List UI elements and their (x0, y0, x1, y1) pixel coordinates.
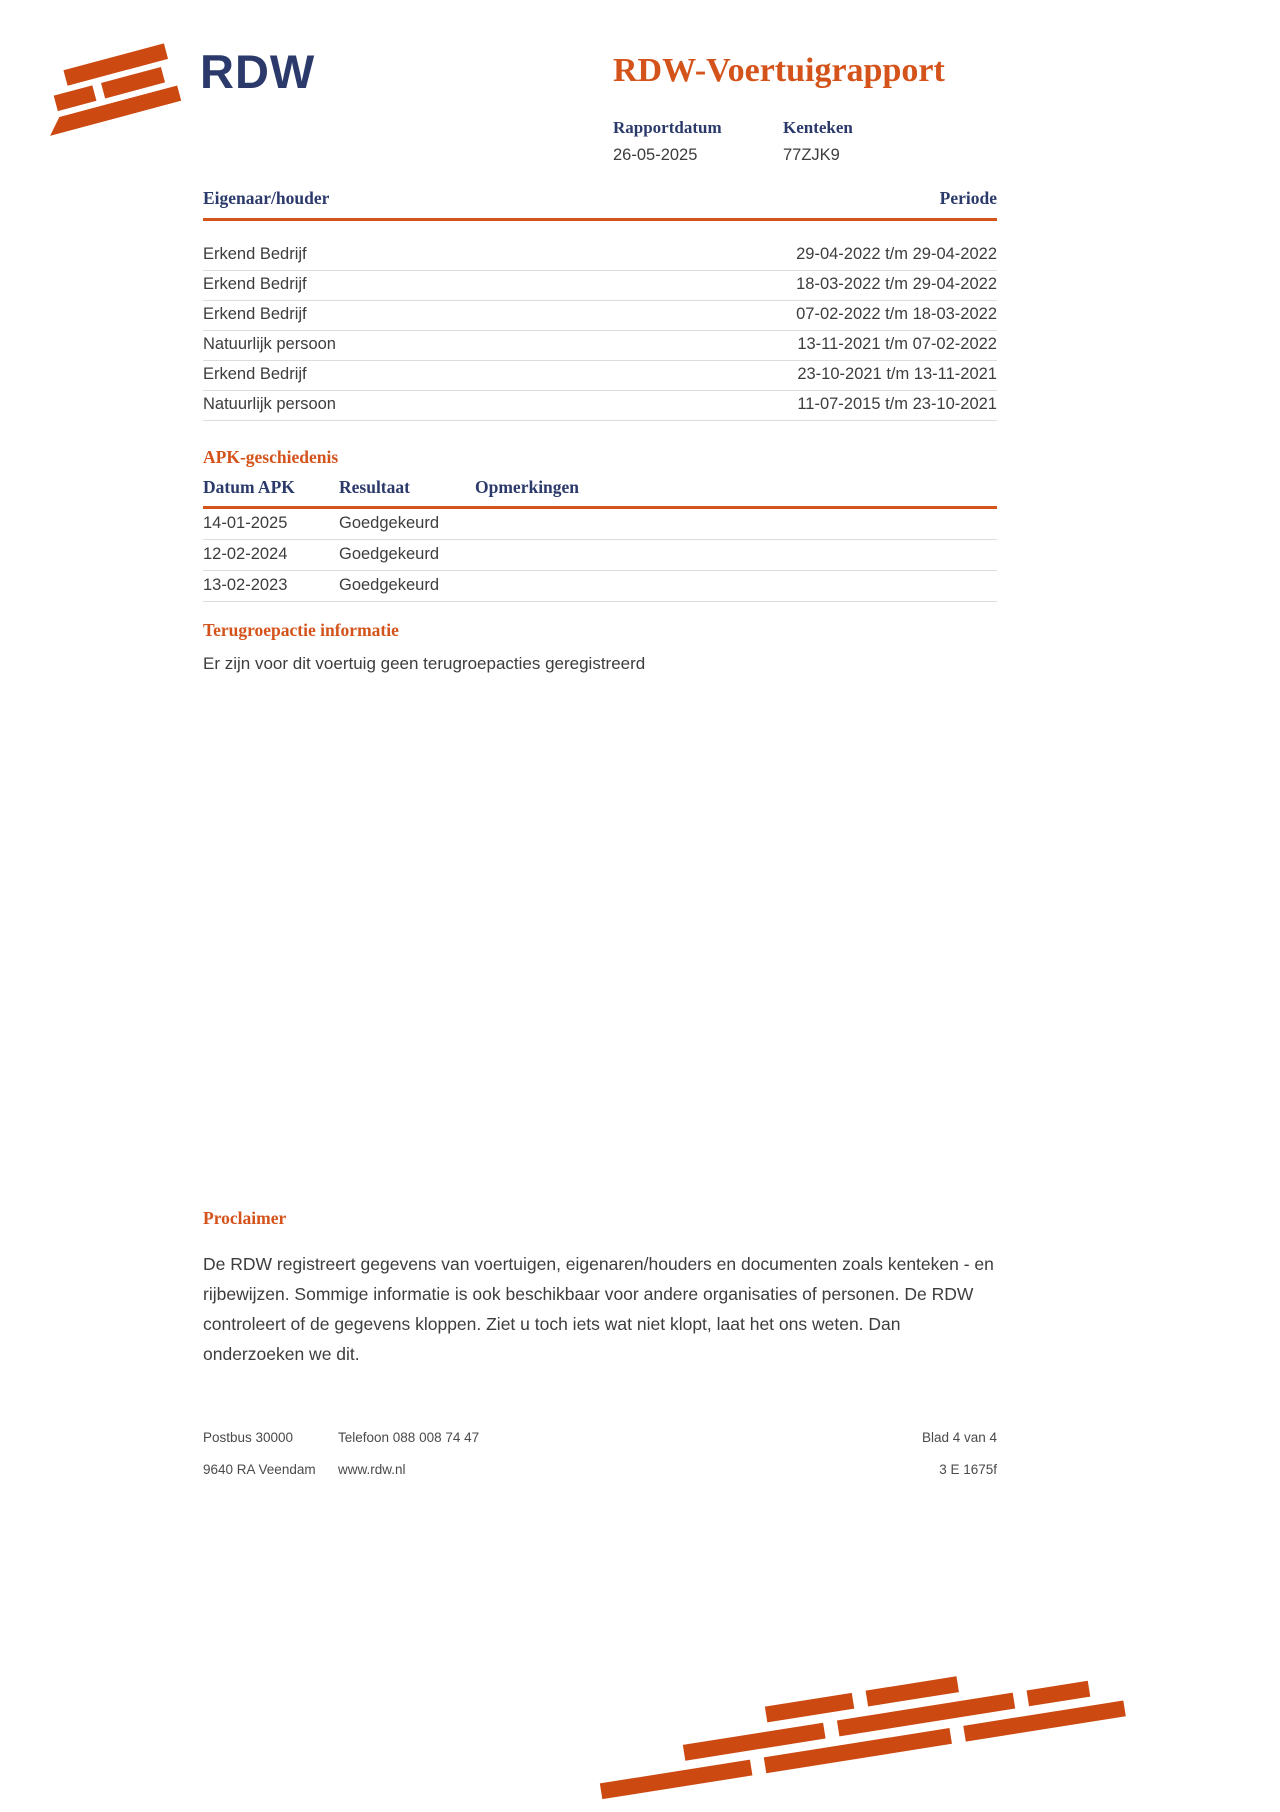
rdw-logo-wordmark: RDW (200, 45, 316, 98)
owner-section (203, 188, 997, 421)
table-row (203, 571, 997, 602)
table-row (203, 301, 997, 331)
footer-stripes (592, 1651, 1126, 1799)
report-date-value: 26-05-2025 (613, 146, 698, 164)
apk-col-opmerkingen: Opmerkingen (475, 477, 580, 497)
rdw-flag-logo-icon (44, 58, 194, 150)
license-plate-block (783, 118, 953, 165)
apk-col-resultaat: Resultaat (339, 477, 410, 497)
period-cell: 07-02-2022 t/m 18-03-2022 (796, 305, 997, 323)
footer-stripes-graphic (592, 1724, 1122, 1812)
period-cell: 13-11-2021 t/m 07-02-2022 (797, 335, 997, 353)
apk-opmerkingen-cell (475, 576, 997, 595)
footer-phone: Telefoon 088 008 74 47 (338, 1430, 480, 1445)
table-row (203, 540, 997, 571)
period-cell: 23-10-2021 t/m 13-11-2021 (797, 365, 997, 383)
period-cell: 29-04-2022 t/m 29-04-2022 (796, 245, 997, 263)
apk-resultaat-cell: Goedgekeurd (339, 514, 439, 532)
table-row (203, 509, 997, 540)
apk-col-datum: Datum APK (203, 477, 295, 497)
report-date-block (613, 118, 783, 165)
owner-cell: Erkend Bedrijf (203, 275, 307, 293)
owner-cell: Erkend Bedrijf (203, 245, 307, 263)
footer-address-line1: Postbus 30000 (203, 1430, 294, 1445)
apk-history-section (203, 447, 997, 602)
period-cell: 11-07-2015 t/m 23-10-2021 (797, 395, 997, 413)
apk-opmerkingen-cell (475, 545, 997, 564)
apk-resultaat-cell: Goedgekeurd (339, 576, 439, 594)
owner-cell: Erkend Bedrijf (203, 305, 307, 323)
apk-datum-cell: 12-02-2024 (203, 545, 288, 563)
apk-table-body (203, 509, 997, 602)
license-plate-value: 77ZJK9 (783, 146, 840, 164)
apk-resultaat-cell: Goedgekeurd (339, 545, 439, 563)
page-title: RDW-Voertuigrapport (613, 52, 945, 89)
footer-doc-code: 3 E 1675f (939, 1462, 997, 1477)
owner-cell: Erkend Bedrijf (203, 365, 307, 383)
recall-section-heading: Terugroepactie informatie (203, 620, 399, 640)
period-heading: Periode (939, 188, 997, 208)
owner-cell: Natuurlijk persoon (203, 395, 336, 413)
page-footer (203, 1430, 997, 1477)
license-plate-label: Kenteken (783, 118, 853, 137)
owner-heading: Eigenaar/houder (203, 188, 330, 208)
proclaimer-text: De RDW registreert gegevens van voertuigen, eigenaren/houders en documenten zoals kenteken - en rijbewijzen. Sommige informatie is ook beschikbaar voor andere organisaties of personen. De RDW controleert of de gegevens kloppen. Ziet u toch iets wat niet klopt, laat het ons weten. Dan onderzoeken we dit. (203, 1254, 994, 1364)
recall-section (203, 620, 997, 674)
apk-table-header (203, 477, 997, 509)
owner-cell: Natuurlijk persoon (203, 335, 336, 353)
table-row (203, 361, 997, 391)
apk-datum-cell: 13-02-2023 (203, 576, 288, 594)
footer-website: www.rdw.nl (338, 1462, 406, 1477)
table-row (203, 391, 997, 421)
report-meta (613, 118, 953, 165)
apk-section-heading: APK-geschiedenis (203, 447, 339, 467)
footer-page-info: Blad 4 van 4 (921, 1430, 997, 1445)
apk-opmerkingen-cell (475, 514, 997, 533)
owner-table-header (203, 188, 997, 221)
table-row (203, 271, 997, 301)
report-date-label: Rapportdatum (613, 118, 722, 137)
footer-address-line2: 9640 RA Veendam (203, 1462, 316, 1477)
period-cell: 18-03-2022 t/m 29-04-2022 (796, 275, 997, 293)
apk-datum-cell: 14-01-2025 (203, 514, 288, 532)
rdw-flag-stripes (34, 43, 181, 136)
recall-section-text: Er zijn voor dit voertuig geen terugroepacties geregistreerd (203, 654, 646, 673)
table-row (203, 331, 997, 361)
proclaimer-heading: Proclaimer (203, 1208, 287, 1228)
proclaimer-section (203, 1208, 997, 1369)
table-row (203, 241, 997, 271)
owner-table-body (203, 241, 997, 421)
